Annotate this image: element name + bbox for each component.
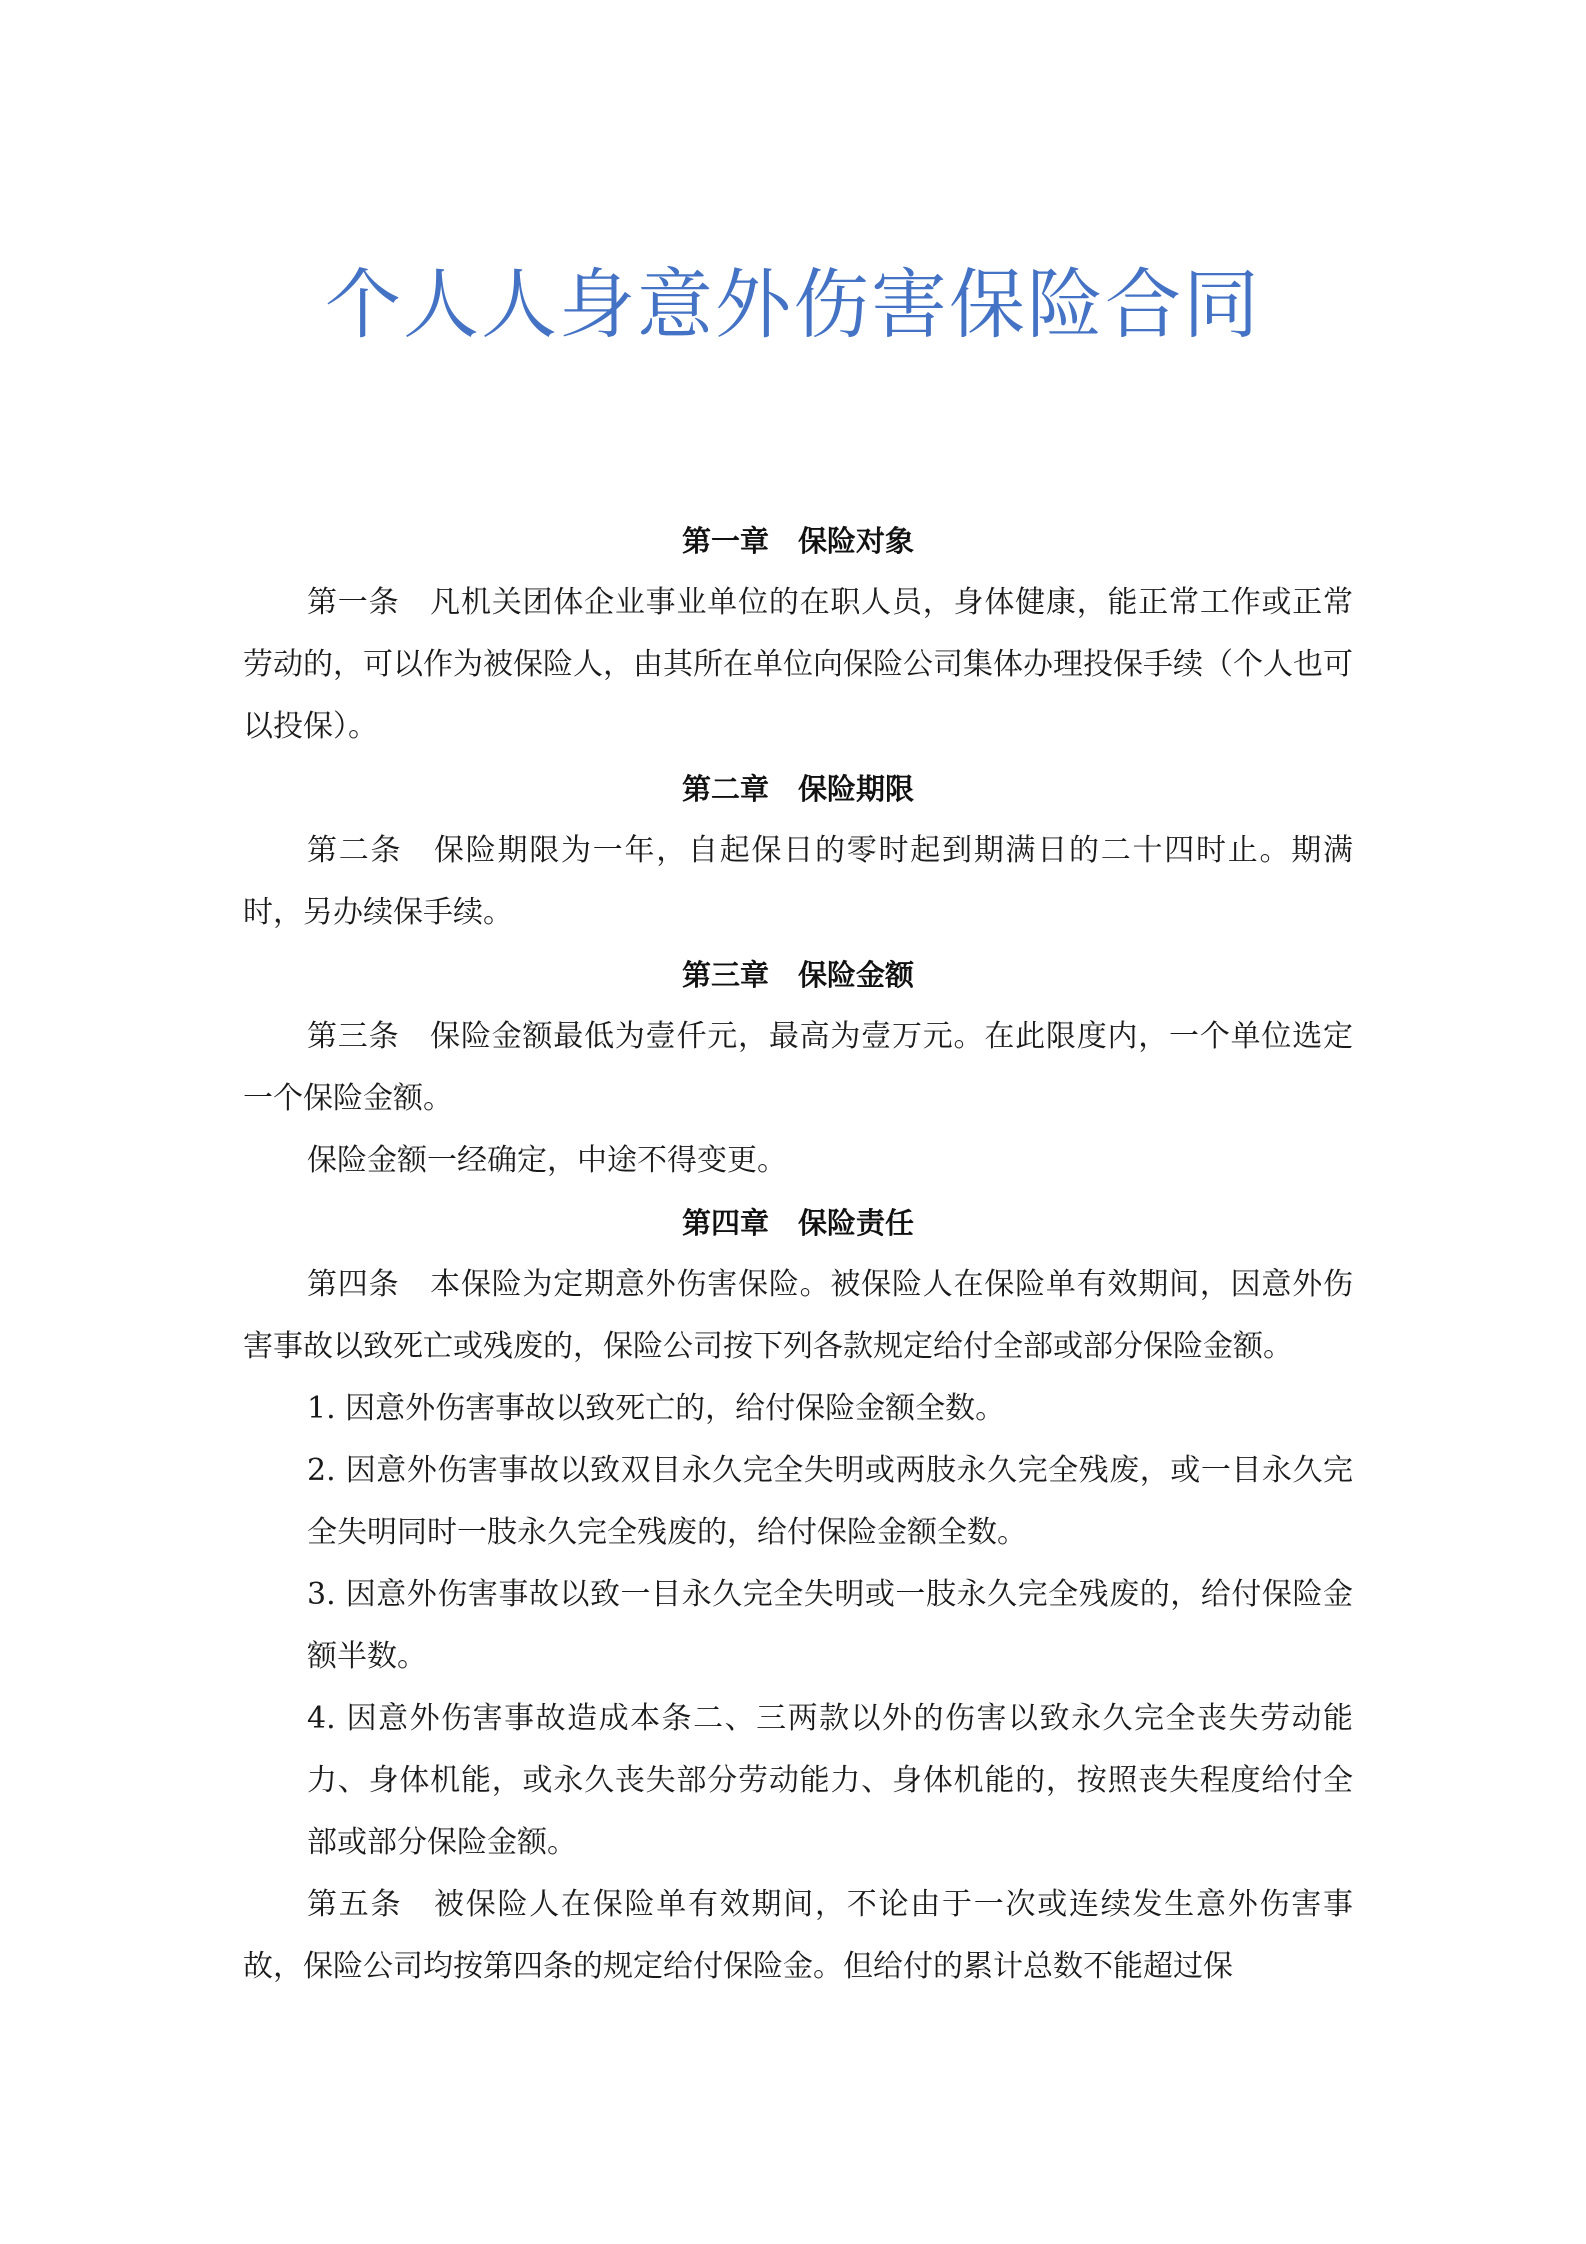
chapter-heading-1: 第一章 保险对象 <box>681 524 914 558</box>
article-2: 第二条 保险期限为一年，自起保日的零时起到期满日的二十四时止。期满时，另办续保手续。 <box>243 833 1353 930</box>
article-5: 第五条 被保险人在保险单有效期间，不论由于一次或连续发生意外伤害事故，保险公司均按第四条的规定给付保险金。但给付的累计总数不能超过保 <box>243 1887 1353 1984</box>
article-4-item-3: 3. 因意外伤害事故以致一目永久完全失明或一肢永久完全残废的，给付保险金额半数。 <box>307 1577 1353 1674</box>
article-4-item-2: 2. 因意外伤害事故以致双目永久完全失明或两肢永久完全残废，或一目永久完全失明同时一肢永久完全残废的，给付保险金额全数。 <box>307 1453 1353 1550</box>
article-4-item-1: 1. 因意外伤害事故以致死亡的，给付保险金额全数。 <box>307 1391 1006 1426</box>
document-title: 个人人身意外伤害保险合同 <box>325 260 1261 349</box>
document-body <box>243 510 1353 1998</box>
article-4: 第四条 本保险为定期意外伤害保险。被保险人在保险单有效期间，因意外伤害事故以致死亡或残废的，保险公司按下列各款规定给付全部或部分保险金额。 <box>243 1267 1353 1364</box>
article-3-note: 保险金额一经确定，中途不得变更。 <box>307 1143 787 1178</box>
article-3: 第三条 保险金额最低为壹仟元，最高为壹万元。在此限度内，一个单位选定一个保险金额。 <box>243 1019 1353 1116</box>
chapter-heading-2: 第二章 保险期限 <box>681 772 914 806</box>
chapter-heading-3: 第三章 保险金额 <box>681 958 914 992</box>
article-4-item-4: 4. 因意外伤害事故造成本条二、三两款以外的伤害以致永久完全丧失劳动能力、身体机能，或永久丧失部分劳动能力、身体机能的，按照丧失程度给付全部或部分保险金额。 <box>307 1701 1353 1860</box>
chapter-heading-4: 第四章 保险责任 <box>681 1206 914 1240</box>
article-1: 第一条 凡机关团体企业事业单位的在职人员，身体健康，能正常工作或正常劳动的，可以作为被保险人，由其所在单位向保险公司集体办理投保手续（个人也可以投保）。 <box>243 585 1353 744</box>
